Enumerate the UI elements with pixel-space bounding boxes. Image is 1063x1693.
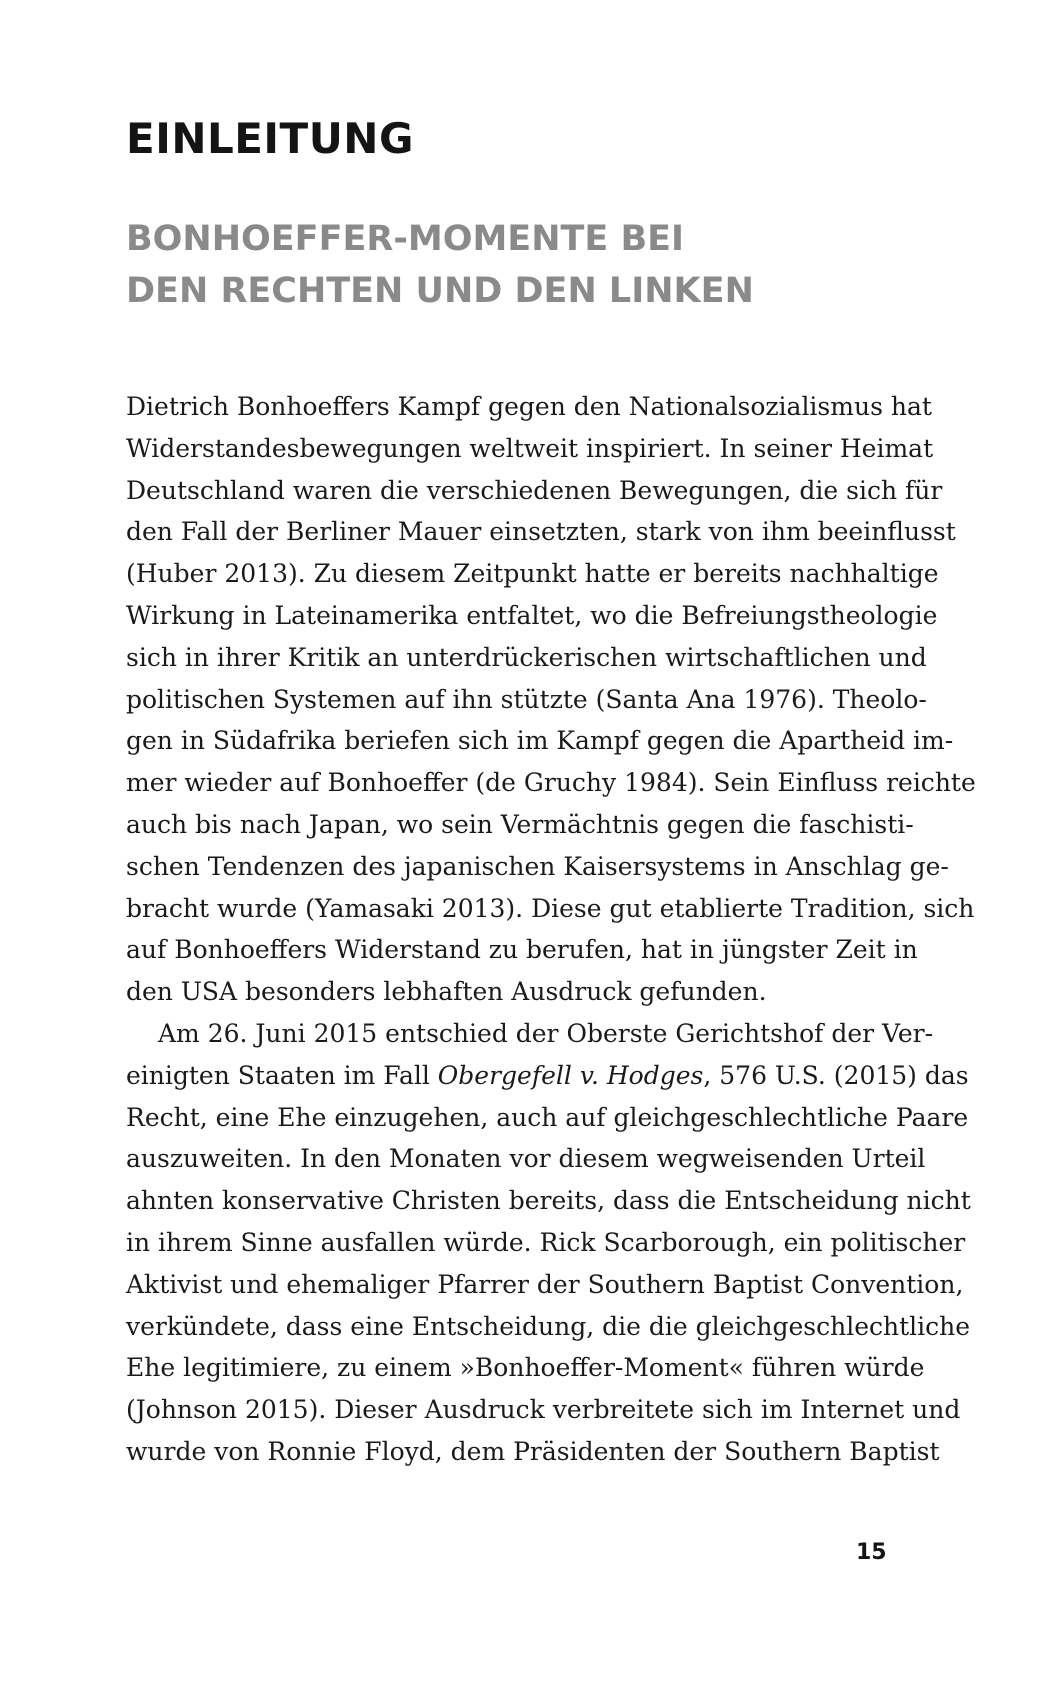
paragraph-1-line: schen Tendenzen des japanischen Kaisersystems in Anschlag ge- [126, 851, 949, 881]
paragraph-2-line: auszuweiten. In den Monaten vor diesem wegweisenden Urteil [126, 1144, 926, 1174]
paragraph-1-line: sich in ihrer Kritik an unterdrückerischen wirtschaftlichen und [126, 642, 927, 672]
paragraph-2-line: wurde von Ronnie Floyd, dem Präsidenten der Southern Baptist [126, 1436, 940, 1466]
paragraph-1-line: den USA besonders lebhaften Ausdruck gefunden. [126, 977, 767, 1007]
paragraph-1-line: (Huber 2013). Zu diesem Zeitpunkt hatte er bereits nachhaltige [126, 559, 939, 589]
paragraph-1-line: auf Bonhoeffers Widerstand zu berufen, hat in jüngster Zeit in [126, 935, 918, 965]
paragraph-2-line: (Johnson 2015). Dieser Ausdruck verbreitete sich im Internet und [126, 1395, 961, 1425]
body-text [126, 386, 976, 1473]
paragraph-1-line: Wirkung in Lateinamerika entfaltet, wo die Befreiungstheologie [126, 600, 938, 630]
paragraph-2-line-case [126, 1055, 969, 1097]
paragraph-1 [126, 386, 976, 1013]
paragraph-1-line: auch bis nach Japan, wo sein Vermächtnis gegen die faschisti- [126, 809, 914, 839]
paragraph-2-line: Aktivist und ehemaliger Pfarrer der Southern Baptist Convention, [126, 1269, 964, 1299]
paragraph-1-line: Deutschland waren die verschiedenen Bewegungen, die sich für [126, 475, 943, 505]
paragraph-2 [126, 1013, 971, 1473]
paragraph-1-line: bracht wurde (Yamasaki 2013). Diese gut etablierte Tradition, sich [126, 893, 975, 923]
paragraph-1-line: mer wieder auf Bonhoeffer (de Gruchy 1984). Sein Einfluss reichte [126, 768, 976, 798]
paragraph-2-line: verkündete, dass eine Entscheidung, die die gleichgeschlechtliche [126, 1311, 971, 1341]
page-number: 15 [856, 1540, 887, 1565]
case-name: Obergefell v. Hodges [437, 1060, 704, 1090]
chapter-subtitle [126, 213, 926, 317]
paragraph-1-line: gen in Südafrika beriefen sich im Kampf gegen die Apartheid im- [126, 726, 954, 756]
text-after-case: , 576 U.S. (2015) das [703, 1060, 969, 1090]
paragraph-1-line: politischen Systemen auf ihn stützte (Santa Ana 1976). Theolo- [126, 684, 927, 714]
paragraph-2-line: in ihrem Sinne ausfallen würde. Rick Scarborough, ein politischer [126, 1227, 966, 1257]
paragraph-1-line: den Fall der Berliner Mauer einsetzten, stark von ihm beeinflusst [126, 517, 956, 547]
paragraph-2-line: ahnten konservative Christen bereits, dass die Entscheidung nicht [126, 1186, 971, 1216]
chapter-title: EINLEITUNG [126, 114, 414, 163]
paragraph-2-line: Ehe legitimiere, zu einem »Bonhoeffer-Moment« führen würde [126, 1353, 925, 1383]
paragraph-1-line: Widerstandesbewegungen weltweit inspiriert. In seiner Heimat [126, 433, 934, 463]
paragraph-2-line: Am 26. Juni 2015 entschied der Oberste Gerichtshof der Ver- [158, 1018, 934, 1048]
text-before-case: einigten Staaten im Fall [126, 1060, 438, 1090]
paragraph-1-line: Dietrich Bonhoeffers Kampf gegen den Nationalsozialismus hat [126, 392, 932, 421]
chapter-subtitle-line-1: BONHOEFFER-MOMENTE BEI [126, 219, 685, 259]
paragraph-2-line: Recht, eine Ehe einzugehen, auch auf gleichgeschlechtliche Paare [126, 1102, 969, 1132]
chapter-subtitle-line-2: DEN RECHTEN UND DEN LINKEN [126, 271, 754, 311]
